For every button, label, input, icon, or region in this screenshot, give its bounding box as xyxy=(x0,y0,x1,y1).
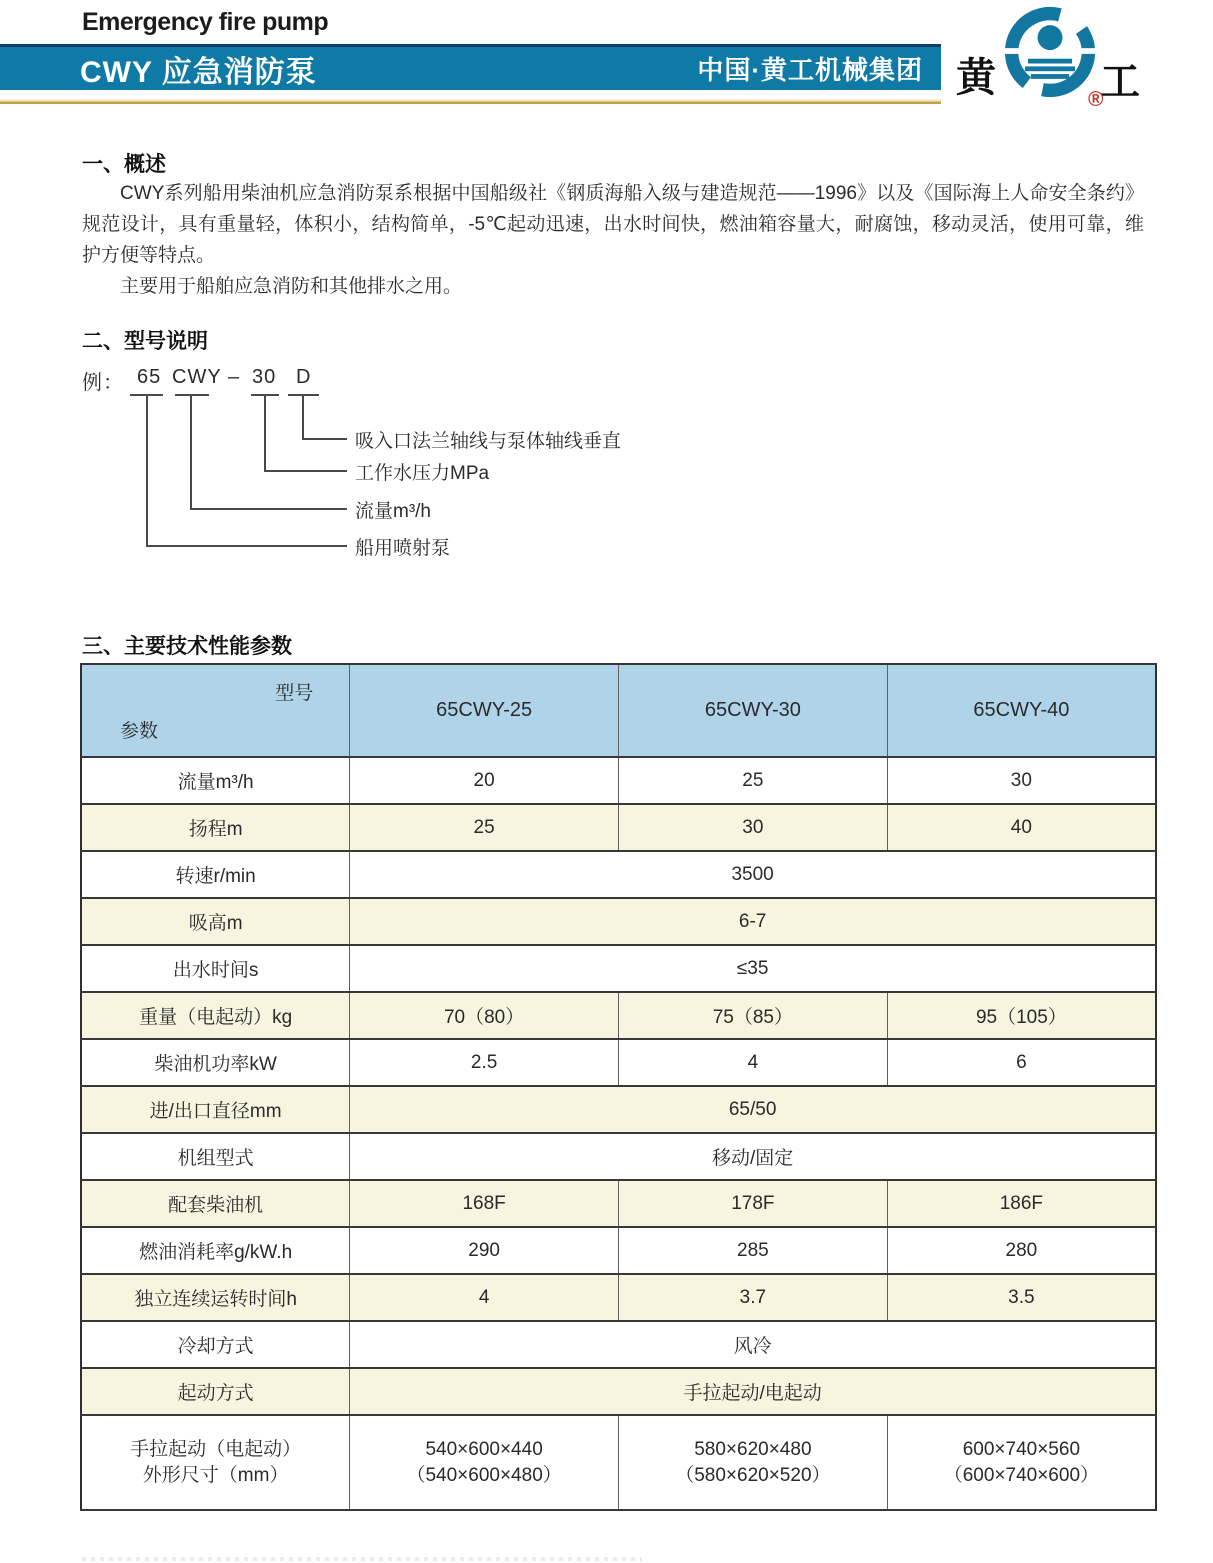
model-label-marine-jet-pump: 船用喷射泵 xyxy=(355,538,451,559)
table-row xyxy=(81,1415,1156,1510)
table-row xyxy=(81,1039,1156,1086)
row-label: 手拉起动（电起动） 外形尺寸（mm） xyxy=(81,1415,350,1510)
row-value: 40 xyxy=(887,804,1156,851)
row-value: 30 xyxy=(887,757,1156,804)
table-row xyxy=(81,1368,1156,1415)
underline-cwy xyxy=(175,379,209,396)
underline-65 xyxy=(130,379,163,396)
table-row xyxy=(81,898,1156,945)
row-value-merged: ≤35 xyxy=(350,945,1156,992)
row-value-merged: 移动/固定 xyxy=(350,1133,1156,1180)
logo-right-character: 工 xyxy=(1100,60,1140,104)
row-value: 4 xyxy=(350,1274,619,1321)
row-label: 配套柴油机 xyxy=(81,1180,350,1227)
specs-table xyxy=(80,663,1157,1511)
cutoff-text-strip xyxy=(82,1557,642,1561)
connector-line-65 xyxy=(146,396,347,547)
row-value-merged: 手拉起动/电起动 xyxy=(350,1368,1156,1415)
row-label: 扬程m xyxy=(81,804,350,851)
model-token-30: 30 xyxy=(252,366,277,388)
row-value: 3.7 xyxy=(619,1274,888,1321)
registered-trademark-icon: ® xyxy=(1088,88,1104,111)
overview-text xyxy=(82,178,1144,302)
logo-left-character: 黄 xyxy=(956,56,996,100)
column-header: 65CWY-30 xyxy=(619,664,888,757)
row-label: 冷却方式 xyxy=(81,1321,350,1368)
column-header: 65CWY-25 xyxy=(350,664,619,757)
table-row xyxy=(81,1274,1156,1321)
row-value: 95（105） xyxy=(887,992,1156,1039)
row-value-merged: 风冷 xyxy=(350,1321,1156,1368)
row-label: 流量m³/h xyxy=(81,757,350,804)
row-value: 178F xyxy=(619,1180,888,1227)
table-row xyxy=(81,1321,1156,1368)
model-label-working-pressure: 工作水压力MPa xyxy=(355,463,490,484)
row-label: 吸高m xyxy=(81,898,350,945)
model-example-label: 例： xyxy=(82,372,124,394)
row-label: 起动方式 xyxy=(81,1368,350,1415)
row-label: 机组型式 xyxy=(81,1133,350,1180)
column-header: 65CWY-40 xyxy=(887,664,1156,757)
model-token-cwy: CWY xyxy=(172,366,222,388)
underline-30 xyxy=(251,379,279,396)
row-label: 进/出口直径mm xyxy=(81,1086,350,1133)
corner-top-label: 型号 xyxy=(275,683,314,704)
underline-d xyxy=(288,379,319,396)
table-row xyxy=(81,804,1156,851)
table-row xyxy=(81,1180,1156,1227)
row-value-merged: 3500 xyxy=(350,851,1156,898)
row-value: 540×600×440 （540×600×480） xyxy=(350,1415,619,1510)
row-value: 186F xyxy=(887,1180,1156,1227)
model-label-flow-rate: 流量m³/h xyxy=(355,501,432,522)
row-value: 6 xyxy=(887,1039,1156,1086)
model-label-suction-flange: 吸入口法兰轴线与泵体轴线垂直 xyxy=(355,431,622,452)
row-value: 290 xyxy=(350,1227,619,1274)
row-value: 75（85） xyxy=(619,992,888,1039)
row-value: 70（80） xyxy=(350,992,619,1039)
row-value: 4 xyxy=(619,1039,888,1086)
row-value: 30 xyxy=(619,804,888,851)
row-value: 280 xyxy=(887,1227,1156,1274)
row-value: 25 xyxy=(350,804,619,851)
row-value: 600×740×560 （600×740×600） xyxy=(887,1415,1156,1510)
company-name: 中国·黄工机械集团 xyxy=(697,55,923,85)
company-logo-icon xyxy=(1002,4,1098,105)
overview-paragraph-2: 主要用于船舶应急消防和其他排水之用。 xyxy=(120,276,463,297)
row-value: 580×620×480 （580×620×520） xyxy=(619,1415,888,1510)
table-row xyxy=(81,1133,1156,1180)
product-title: CWY 应急消防泵 xyxy=(80,55,317,89)
table-row xyxy=(81,851,1156,898)
section-heading-model: 二、型号说明 xyxy=(82,330,208,353)
row-value: 168F xyxy=(350,1180,619,1227)
corner-bottom-label: 参数 xyxy=(120,721,159,742)
row-label: 独立连续运转时间h xyxy=(81,1274,350,1321)
header-bar xyxy=(0,44,941,90)
model-token-65: 65 xyxy=(137,366,162,388)
gold-divider xyxy=(0,99,941,104)
table-row xyxy=(81,945,1156,992)
row-value-merged: 65/50 xyxy=(350,1086,1156,1133)
row-label: 重量（电起动）kg xyxy=(81,992,350,1039)
table-row xyxy=(81,992,1156,1039)
section-heading-overview: 一、概述 xyxy=(82,153,166,176)
table-row xyxy=(81,1086,1156,1133)
table-header-row xyxy=(81,664,1156,757)
row-value: 3.5 xyxy=(887,1274,1156,1321)
corner-cell xyxy=(81,664,350,757)
row-label: 燃油消耗率g/kW.h xyxy=(81,1227,350,1274)
section-heading-specs: 三、主要技术性能参数 xyxy=(82,635,292,658)
row-value: 25 xyxy=(619,757,888,804)
model-token-d: D xyxy=(296,366,312,388)
row-value: 2.5 xyxy=(350,1039,619,1086)
table-row xyxy=(81,1227,1156,1274)
overview-paragraph-1: CWY系列船用柴油机应急消防泵系根据中国船级社《钢质海船入级与建造规范——1996》以及《国际海上人命安全条约》规范设计，具有重量轻，体积小，结构简单，-5℃起动迅速，出水时间快，燃油箱容量大，耐腐蚀，移动灵活，使用可靠，维护方便等特点。 xyxy=(82,183,1144,266)
model-token-dash: – xyxy=(228,366,241,388)
row-value-merged: 6-7 xyxy=(350,898,1156,945)
page-title-english: Emergency fire pump xyxy=(82,8,329,36)
row-label: 转速r/min xyxy=(81,851,350,898)
table-row xyxy=(81,757,1156,804)
row-value: 20 xyxy=(350,757,619,804)
row-label: 出水时间s xyxy=(81,945,350,992)
row-label: 柴油机功率kW xyxy=(81,1039,350,1086)
row-value: 285 xyxy=(619,1227,888,1274)
